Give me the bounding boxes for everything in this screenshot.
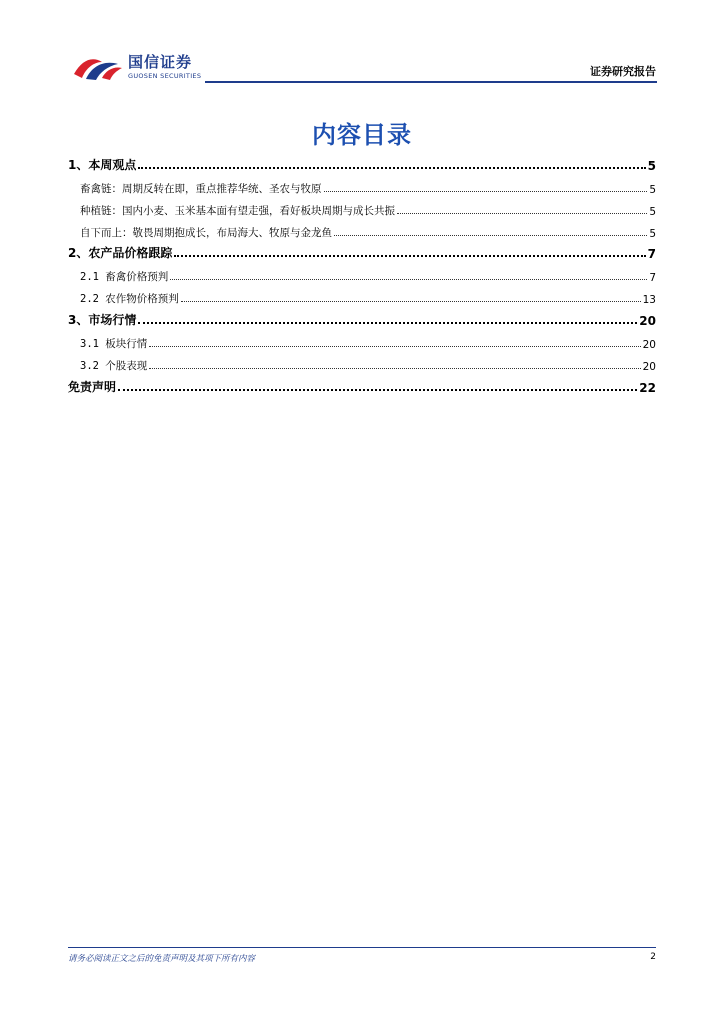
- toc-entry-page: 5: [649, 184, 656, 196]
- toc-entry-label: 2.1 畜禽价格预判: [80, 271, 169, 283]
- toc-entry-page: 13: [642, 294, 656, 306]
- toc-entry-label: 免责声明: [68, 380, 117, 394]
- report-type-label: 证券研究报告: [590, 65, 656, 78]
- toc-leader-dots: [149, 346, 640, 347]
- footer-divider: [68, 947, 656, 948]
- footer-disclaimer: 请务必阅读正文之后的免责声明及其项下所有内容: [68, 954, 256, 964]
- toc-entry-page: 7: [649, 272, 656, 284]
- toc-entry-page: 20: [642, 339, 656, 351]
- toc-entry-section-2[interactable]: [68, 243, 656, 261]
- logo-text-cn: 国信证券: [128, 53, 193, 71]
- toc-entry-label: 1、本周观点: [68, 158, 137, 172]
- toc-entry-planting-chain[interactable]: [68, 200, 656, 218]
- logo-text-en: GUOSEN SECURITIES: [128, 72, 202, 80]
- toc-leader-dots: [397, 213, 647, 214]
- toc-leader-dots: [174, 255, 645, 257]
- toc-entry-livestock-chain[interactable]: [68, 178, 656, 196]
- toc-entry-label: 3.1 板块行情: [80, 338, 148, 350]
- toc-entry-page: 5: [647, 159, 656, 173]
- toc-leader-dots: [170, 279, 647, 280]
- header-divider: [205, 81, 657, 83]
- toc-entry-label: 2.2 农作物价格预判: [80, 293, 179, 305]
- toc-entry-page: 22: [639, 381, 656, 395]
- toc-entry-label: 自下而上：敬畏周期抱成长，布局海大、牧原与金龙鱼: [80, 227, 332, 239]
- toc-entry-label: 2、农产品价格跟踪: [68, 246, 173, 260]
- toc-leader-dots: [334, 235, 647, 236]
- toc-entry-disclaimer[interactable]: [68, 377, 656, 395]
- toc-entry-3-1[interactable]: [68, 333, 656, 351]
- toc-entry-3-2[interactable]: [68, 355, 656, 373]
- guosen-logo-icon: [72, 52, 124, 82]
- toc-leader-dots: [138, 167, 645, 169]
- toc-entry-section-3[interactable]: [68, 310, 656, 328]
- toc-leader-dots: [324, 191, 648, 192]
- toc-leader-dots: [181, 301, 641, 302]
- toc-entry-page: 20: [639, 314, 656, 328]
- toc-leader-dots: [149, 368, 640, 369]
- toc-entry-label: 畜禽链：周期反转在即，重点推荐华统、圣农与牧原: [80, 183, 322, 195]
- page-number: 2: [650, 952, 656, 962]
- toc-title: 内容目录: [312, 121, 412, 149]
- toc-entry-label: 3、市场行情: [68, 313, 137, 327]
- toc-entry-label: 种植链：国内小麦、玉米基本面有望走强，看好板块周期与成长共振: [80, 205, 395, 217]
- toc-entry-page: 5: [649, 206, 656, 218]
- toc-entry-page: 5: [649, 228, 656, 240]
- page-header: [0, 0, 724, 90]
- toc-entry-label: 3.2 个股表现: [80, 360, 148, 372]
- toc-entry-section-1[interactable]: [68, 155, 656, 173]
- toc-entry-2-2[interactable]: [68, 288, 656, 306]
- company-logo: [72, 48, 202, 86]
- toc-leader-dots: [118, 389, 637, 391]
- toc-entry-page: 7: [647, 247, 656, 261]
- toc-entry-bottom-up[interactable]: [68, 222, 656, 240]
- toc-entry-page: 20: [642, 361, 656, 373]
- toc-leader-dots: [138, 322, 637, 324]
- toc-entry-2-1[interactable]: [68, 266, 656, 284]
